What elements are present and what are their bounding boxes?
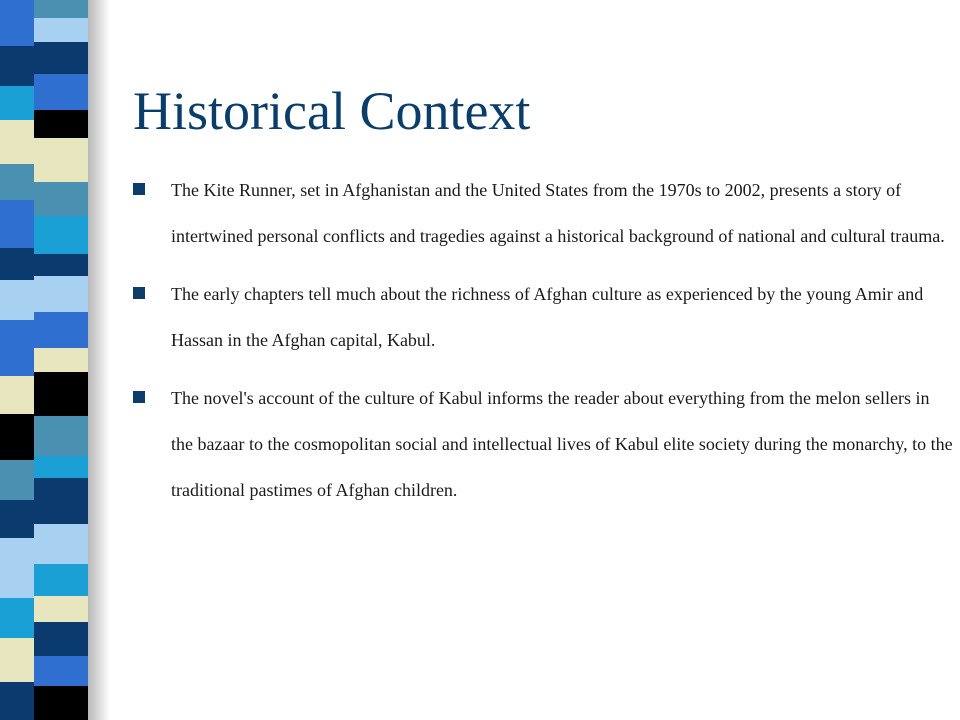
bullet-item-1 [133,167,953,259]
strip-block [34,42,88,74]
strip-block [34,524,88,564]
strip-block [34,276,88,312]
strip-block [0,598,34,638]
decorative-side-strip [0,0,110,720]
strip-block [34,596,88,622]
strip-block [34,254,88,276]
strip-block [0,0,34,46]
strip-block [0,460,34,500]
strip-block [34,312,88,348]
square-bullet-icon [133,183,145,195]
strip-block [34,656,88,686]
strip-block [34,182,88,216]
strip-block [34,74,88,110]
strip-block [34,216,88,254]
square-bullet-icon [133,391,145,403]
strip-block [0,500,34,538]
strip-block [34,18,88,42]
strip-block [34,686,88,720]
strip-block [0,200,34,248]
strip-block [0,164,34,200]
strip-block [34,478,88,524]
strip-block [0,248,34,280]
strip-block [0,280,34,320]
strip-block [34,416,88,456]
strip-block [34,0,88,18]
bullet-text: The early chapters tell much about the richness of Afghan culture as experienced by the young Amir and Hassan in the Afghan capital, Kabul. [171,284,924,350]
strip-block [0,46,34,86]
strip-block [0,538,34,598]
strip-block [34,138,88,182]
slide-title: Historical Context [133,81,531,141]
strip-block [0,86,34,120]
bullet-text: The novel's account of the culture of Kabul informs the reader about everything from the melon sellers in the bazaar to the cosmopolitan social and intellectual lives of Kabul elite society during the monarchy, to the traditional pastimes of Afghan children. [171,388,953,500]
strip-block [34,348,88,372]
strip-block [0,320,34,376]
bullet-item-2 [133,271,953,363]
strip-block [34,456,88,478]
strip-block [34,622,88,656]
bullet-item-3 [133,375,953,513]
strip-block [0,414,34,460]
strip-block [0,682,34,720]
strip-shadow [88,0,110,720]
strip-block [34,564,88,596]
strip-block [0,638,34,682]
strip-block [0,120,34,164]
strip-block [34,110,88,138]
strip-block [34,372,88,416]
bullet-list [133,167,953,525]
square-bullet-icon [133,287,145,299]
strip-block [0,376,34,414]
bullet-text: The Kite Runner, set in Afghanistan and the United States from the 1970s to 2002, presents a story of intertwined personal conflicts and tragedies against a historical background of national and cultural trauma. [171,180,945,246]
